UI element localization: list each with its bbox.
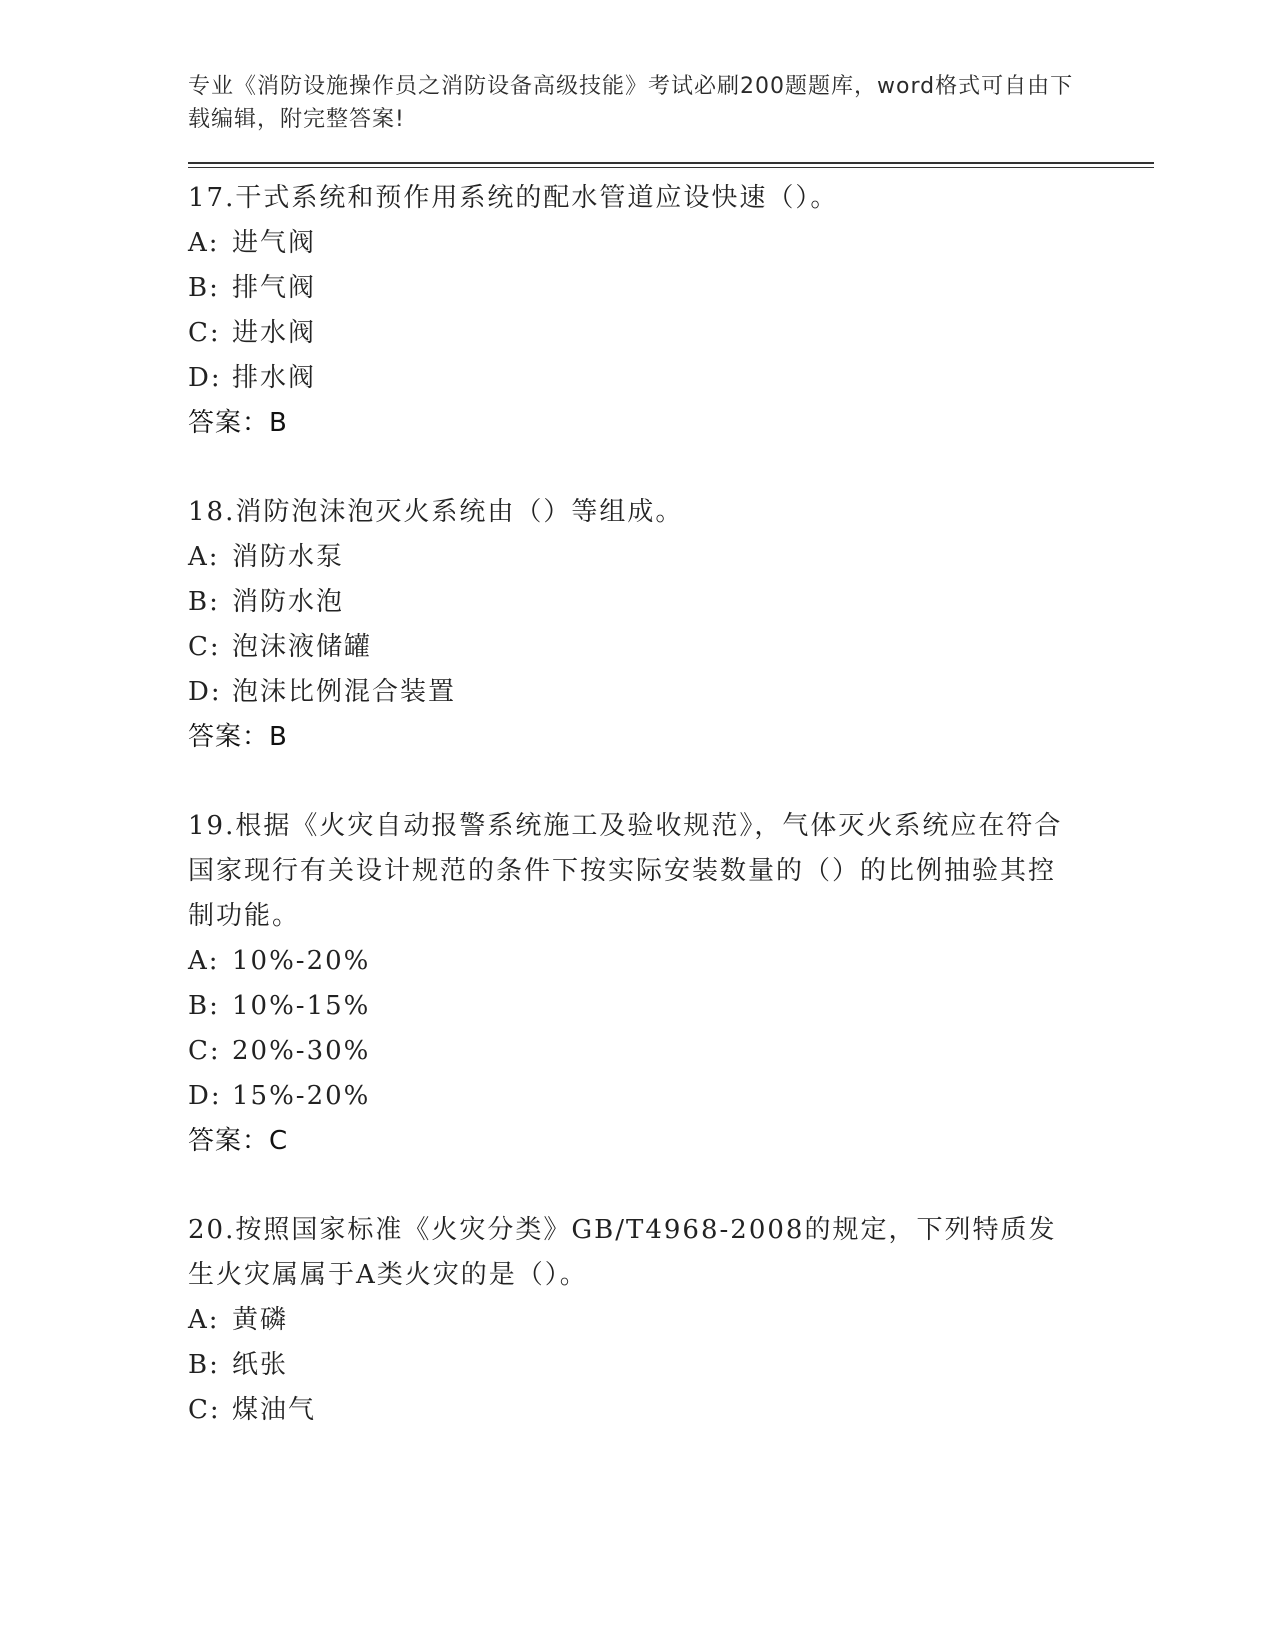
- option-text: 15%-20%: [232, 1081, 371, 1111]
- option-text: 排气阀: [232, 273, 317, 303]
- option-text: 进水阀: [232, 318, 317, 348]
- option-letter: B:: [188, 273, 220, 303]
- option-a: [188, 1298, 1148, 1343]
- document-header-title: 专业《消防设施操作员之消防设备高级技能》考试必刷200题题库，word格式可自由下载编辑，附完整答案!: [188, 74, 1074, 132]
- option-b: [188, 266, 1148, 311]
- option-text: 煤油气: [232, 1395, 317, 1425]
- option-c: [188, 311, 1148, 356]
- option-letter: B:: [188, 587, 220, 617]
- option-letter: D:: [188, 363, 222, 393]
- option-text: 泡沫液储罐: [232, 632, 373, 662]
- question-18: [188, 490, 1148, 760]
- option-d: [188, 670, 1148, 715]
- question-stem: 19.根据《火灾自动报警系统施工及验收规范》，气体灭火系统应在符合国家现行有关设计规范的条件下按实际安装数量的（）的比例抽验其控制功能。: [188, 811, 1063, 931]
- option-letter: C:: [188, 1036, 221, 1066]
- option-d: [188, 1074, 1148, 1119]
- answer-line: 答案：B: [188, 408, 288, 438]
- option-text: 纸张: [232, 1350, 289, 1380]
- option-letter: B:: [188, 1350, 220, 1380]
- option-b: [188, 580, 1148, 625]
- question-19: [188, 804, 1148, 1164]
- question-stem: 17.干式系统和预作用系统的配水管道应设快速（）。: [188, 183, 839, 213]
- question-list: [188, 176, 1148, 1433]
- option-letter: A:: [188, 542, 220, 572]
- header-divider: [188, 162, 1154, 168]
- option-text: 泡沫比例混合装置: [232, 677, 457, 707]
- option-text: 进气阀: [232, 228, 317, 258]
- option-a: [188, 535, 1148, 580]
- option-letter: C:: [188, 1395, 221, 1425]
- option-letter: D:: [188, 1081, 222, 1111]
- answer-line: 答案：B: [188, 722, 288, 752]
- option-c: [188, 1029, 1148, 1074]
- question-stem: 18.消防泡沫泡灭火系统由（）等组成。: [188, 497, 684, 527]
- option-text: 20%-30%: [232, 1036, 371, 1066]
- option-c: [188, 1388, 1148, 1433]
- option-letter: A:: [188, 946, 220, 976]
- option-text: 消防水泵: [232, 542, 345, 572]
- option-letter: B:: [188, 991, 220, 1021]
- document-page: [188, 70, 1148, 1477]
- option-letter: D:: [188, 677, 222, 707]
- option-letter: C:: [188, 318, 221, 348]
- answer-line: 答案：C: [188, 1126, 289, 1156]
- option-text: 10%-15%: [232, 991, 371, 1021]
- question-stem: 20.按照国家标准《火灾分类》GB/T4968-2008的规定，下列特质发生火灾属属于A类火灾的是（）。: [188, 1215, 1057, 1290]
- option-a: [188, 939, 1148, 984]
- option-text: 10%-20%: [232, 946, 371, 976]
- question-17: [188, 176, 1148, 446]
- option-d: [188, 356, 1148, 401]
- option-b: [188, 1343, 1148, 1388]
- option-b: [188, 984, 1148, 1029]
- question-20: [188, 1208, 1148, 1433]
- option-text: 消防水泡: [232, 587, 345, 617]
- option-letter: C:: [188, 632, 221, 662]
- option-text: 排水阀: [232, 363, 317, 393]
- option-letter: A:: [188, 1305, 220, 1335]
- option-c: [188, 625, 1148, 670]
- option-letter: A:: [188, 228, 220, 258]
- option-a: [188, 221, 1148, 266]
- option-text: 黄磷: [232, 1305, 289, 1335]
